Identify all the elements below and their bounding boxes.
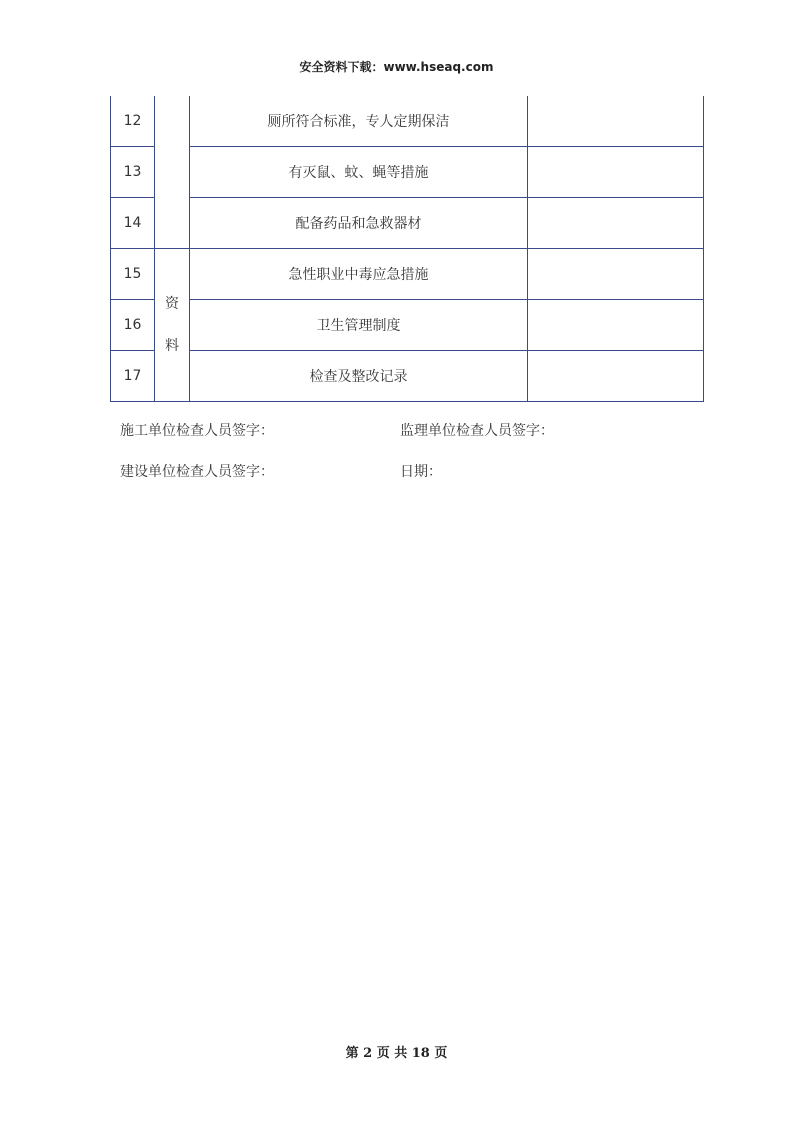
category-cell [155, 198, 190, 249]
row-result [528, 198, 704, 249]
row-result [528, 96, 704, 147]
row-content: 卫生管理制度 [190, 300, 528, 351]
category-cell [155, 96, 190, 147]
table-row [111, 300, 704, 351]
category-ziliao [155, 249, 190, 402]
builder-signature-label: 建设单位检查人员签字： [120, 464, 274, 480]
category-char: 资 [165, 296, 179, 312]
row-content: 厕所符合标准，专人定期保洁 [190, 96, 528, 147]
date-label: 日期： [400, 464, 442, 480]
row-content: 急性职业中毒应急措施 [190, 249, 528, 300]
row-number: 14 [111, 198, 155, 249]
page-footer: 第 2 页 共 18 页 [345, 1046, 448, 1061]
row-result [528, 300, 704, 351]
row-content: 检查及整改记录 [190, 351, 528, 402]
table-row [111, 249, 704, 300]
category-char: 料 [165, 338, 179, 354]
table-row [111, 147, 704, 198]
row-content: 配备药品和急救器材 [190, 198, 528, 249]
construction-signature-label: 施工单位检查人员签字： [120, 423, 274, 439]
row-content: 有灭鼠、蚊、蝇等措施 [190, 147, 528, 198]
inspection-table [110, 96, 704, 402]
table-row [111, 198, 704, 249]
row-number: 13 [111, 147, 155, 198]
row-number: 17 [111, 351, 155, 402]
row-number: 12 [111, 96, 155, 147]
row-result [528, 351, 704, 402]
table-row [111, 351, 704, 402]
page-header: 安全资料下载：www.hseaq.com [299, 60, 494, 74]
row-result [528, 147, 704, 198]
category-cell [155, 147, 190, 198]
row-result [528, 249, 704, 300]
table-row [111, 96, 704, 147]
row-number: 16 [111, 300, 155, 351]
row-number: 15 [111, 249, 155, 300]
supervision-signature-label: 监理单位检查人员签字： [400, 423, 554, 439]
